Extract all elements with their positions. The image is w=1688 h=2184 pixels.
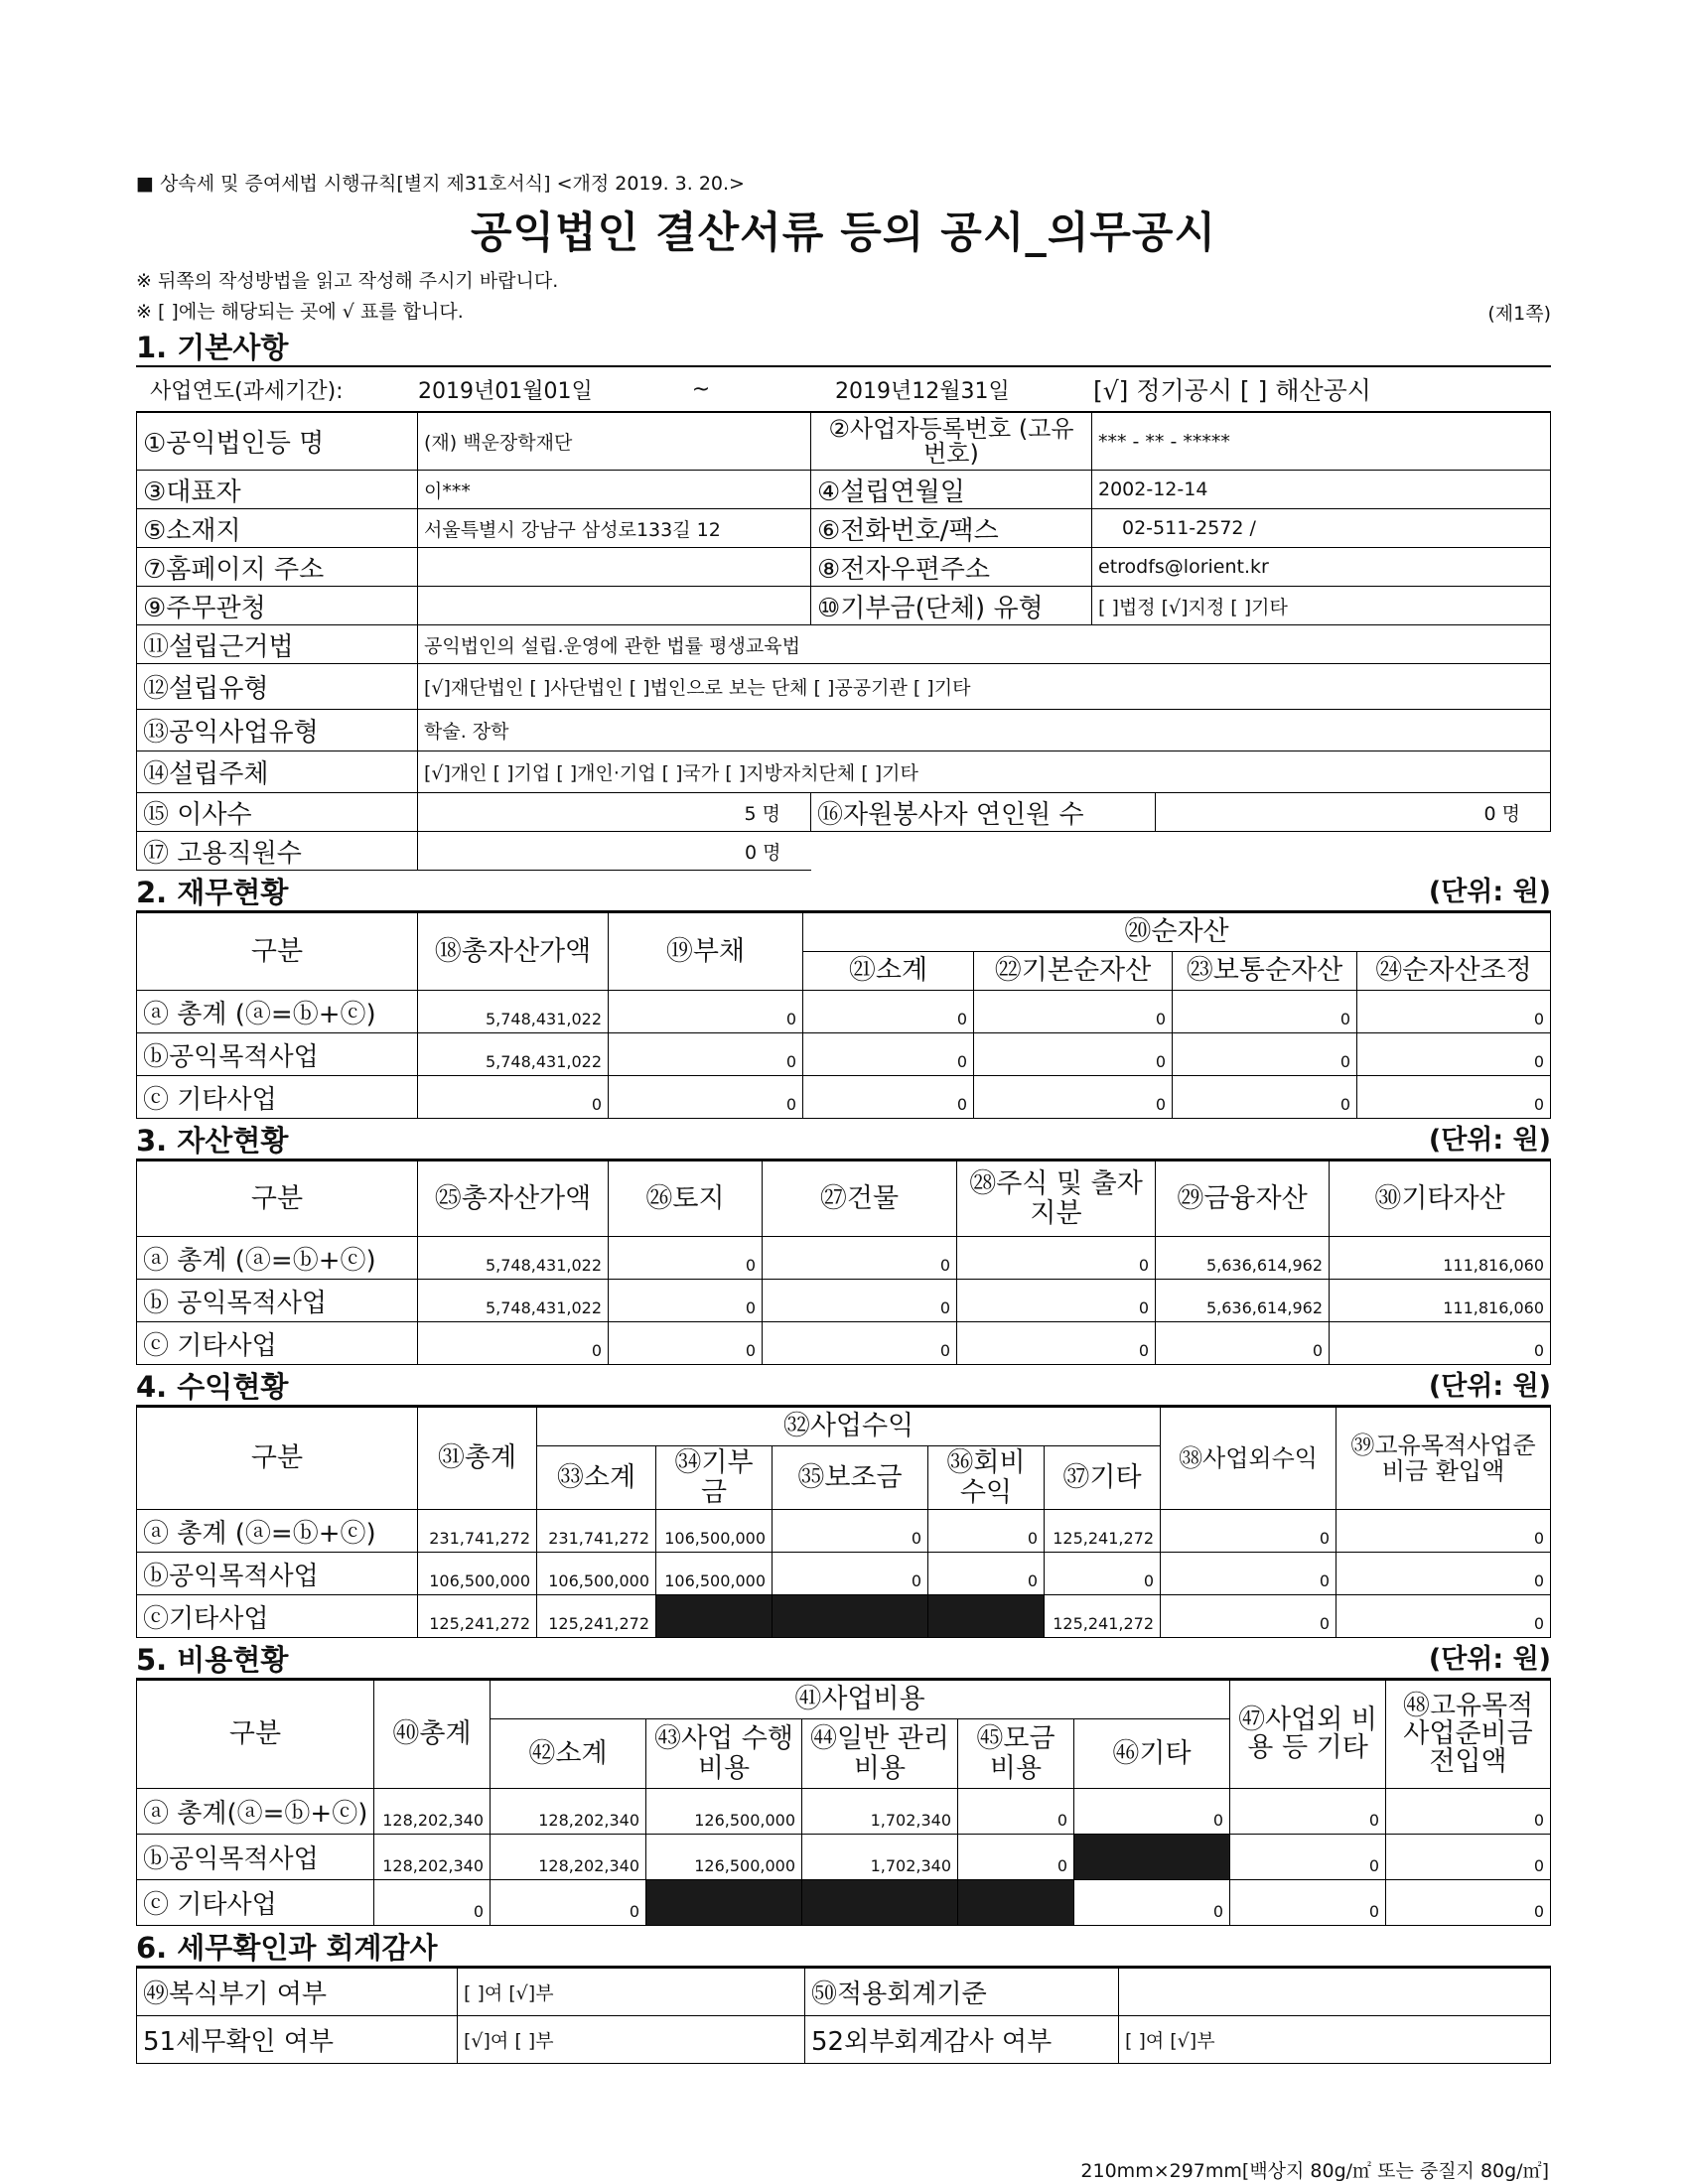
redacted-cell <box>773 1595 928 1638</box>
audit-table <box>136 1968 1551 2064</box>
cell-value: 0 <box>1336 1595 1551 1638</box>
bookkeeping-value: [ ]여 [√]부 <box>458 1969 805 2016</box>
col-reserve-reversal: ㊴고유목적사업준비금 환입액 <box>1336 1408 1551 1510</box>
cell-value: 128,202,340 <box>374 1835 491 1880</box>
cell-value: 0 <box>1161 1595 1336 1638</box>
basic-info-table <box>136 412 1551 871</box>
cell-value: 0 <box>1230 1880 1386 1926</box>
cell-value: 111,816,060 <box>1330 1280 1551 1322</box>
homepage-label: ⑦홈페이지 주소 <box>137 548 418 587</box>
redacted-cell <box>802 1880 958 1926</box>
col-business-revenue: ㉜사업수익 <box>537 1408 1161 1446</box>
cell-value: 0 <box>1386 1789 1551 1835</box>
col-donation: ㉞기부금 <box>656 1446 773 1510</box>
col-gubun: 구분 <box>137 1161 418 1237</box>
col-nonbiz-revenue: ㊳사업외수익 <box>1161 1408 1336 1510</box>
donation-type-value: [ ]법정 [√]지정 [ ]기타 <box>1092 587 1551 625</box>
row-label: ⓑ공익목적사업 <box>137 1835 374 1880</box>
cell-value: 128,202,340 <box>491 1835 646 1880</box>
cell-value: 0 <box>1357 1033 1551 1076</box>
cell-value: 125,241,272 <box>1045 1595 1161 1638</box>
cell-value: 231,741,272 <box>537 1510 656 1553</box>
col-other: ㊻기타 <box>1074 1719 1230 1789</box>
col-total: ㊵총계 <box>374 1681 491 1789</box>
cell-value: 0 <box>957 1280 1156 1322</box>
period-start: 2019년01월01일 <box>418 378 593 404</box>
row-label: ⓐ 총계 (ⓐ=ⓑ+ⓒ) <box>137 1237 418 1280</box>
section-audit-header <box>136 1930 1551 1968</box>
col-financial: ㉙금융자산 <box>1156 1161 1330 1237</box>
cell-value: 106,500,000 <box>537 1553 656 1595</box>
col-stock: ㉘주식 및 출자지분 <box>957 1161 1156 1237</box>
cell-value: 0 <box>1045 1553 1161 1595</box>
cell-value: 0 <box>609 1237 763 1280</box>
biz-type-label: ⑬공익사업유형 <box>137 710 418 751</box>
col-total-assets: ⑱총자산가액 <box>418 913 609 991</box>
section-title: 6. 세무확인과 회계감사 <box>136 1931 438 1965</box>
bookkeeping-label: ㊾복식부기 여부 <box>137 1969 458 2016</box>
col-membership: ㊱회비 수익 <box>928 1446 1045 1510</box>
row-label: ⓑ공익목적사업 <box>137 1553 418 1595</box>
legal-basis-value: 공익법인의 설립.운영에 관한 법률 평생교육법 <box>418 625 1551 664</box>
directors-value: 5 명 <box>418 793 811 832</box>
cell-value: 0 <box>609 1280 763 1322</box>
cell-value: 126,500,000 <box>646 1835 802 1880</box>
biz-type-value: 학술. 장학 <box>418 710 1551 751</box>
row-label: ⓑ 공익목적사업 <box>137 1280 418 1322</box>
cell-value: 106,500,000 <box>656 1510 773 1553</box>
empty-cell <box>811 832 1551 871</box>
cell-value: 0 <box>418 1076 609 1119</box>
col-gubun: 구분 <box>137 913 418 991</box>
col-reserve-transfer: ㊽고유목적 사업준비금전입액 <box>1386 1681 1551 1789</box>
section-title: 3. 자산현황 <box>136 1124 289 1158</box>
cell-value: 0 <box>803 991 974 1033</box>
cell-value: 0 <box>491 1880 646 1926</box>
assets-table <box>136 1160 1551 1365</box>
instruction-note-2: ※ [ ]에는 해당되는 곳에 √ 표를 합니다. <box>136 301 464 323</box>
col-normal-net: ㉓보통순자산 <box>1173 952 1357 991</box>
email-label: ⑧전자우편주소 <box>811 548 1092 587</box>
estdate-value: 2002-12-14 <box>1092 471 1551 509</box>
cell-value: 0 <box>763 1280 957 1322</box>
col-total: ㉛총계 <box>418 1408 537 1510</box>
cell-value: 0 <box>1230 1835 1386 1880</box>
cell-value: 1,702,340 <box>802 1789 958 1835</box>
donation-type-label: ⑩기부금(단체) 유형 <box>811 587 1092 625</box>
cell-value: 1,702,340 <box>802 1835 958 1880</box>
instruction-note-1: ※ 뒤쪽의 작성방법을 읽고 작성해 주시기 바랍니다. <box>136 270 559 292</box>
expense-table <box>136 1680 1551 1926</box>
cell-value: 0 <box>773 1510 928 1553</box>
redacted-cell <box>656 1595 773 1638</box>
row-label: ⓐ 총계 (ⓐ=ⓑ+ⓒ) <box>137 1510 418 1553</box>
accounting-standard-label: ㊿적용회계기준 <box>805 1969 1119 2016</box>
tax-check-value: [√]여 [ ]부 <box>458 2016 805 2064</box>
row-label: ⓐ 총계(ⓐ=ⓑ+ⓒ) <box>137 1789 374 1835</box>
unit-label: (단위: 원) <box>1428 877 1551 907</box>
col-gubun: 구분 <box>137 1408 418 1510</box>
estdate-label: ④설립연월일 <box>811 471 1092 509</box>
tax-check-label: 51세무확인 여부 <box>137 2016 458 2064</box>
section-assets-header <box>136 1123 1551 1160</box>
col-subtotal: ㉑소계 <box>803 952 974 991</box>
cell-value: 0 <box>1357 1076 1551 1119</box>
disclosure-type: [√] 정기공시 [ ] 해산공시 <box>1093 376 1371 405</box>
accounting-standard-value <box>1119 1969 1551 2016</box>
cell-value: 0 <box>1161 1553 1336 1595</box>
cell-value: 0 <box>1161 1510 1336 1553</box>
period-tilde: ~ <box>691 376 711 402</box>
legal-basis-label: ⑪설립근거법 <box>137 625 418 664</box>
cell-value: 5,748,431,022 <box>418 1033 609 1076</box>
cell-value: 106,500,000 <box>656 1553 773 1595</box>
col-other-assets: ㉚기타자산 <box>1330 1161 1551 1237</box>
row-label: ⓐ 총계 (ⓐ=ⓑ+ⓒ) <box>137 991 418 1033</box>
ministry-label: ⑨주무관청 <box>137 587 418 625</box>
email-value: etrodfs@lorient.kr <box>1092 548 1551 587</box>
fiscal-period-row <box>136 367 1551 412</box>
cell-value: 128,202,340 <box>491 1789 646 1835</box>
cell-value: 0 <box>803 1076 974 1119</box>
section-title: 1. 기본사항 <box>136 331 289 364</box>
document-title: 공익법인 결산서류 등의 공시_의무공시 <box>470 208 1217 258</box>
form-page <box>136 169 1551 2064</box>
external-audit-value: [ ]여 [√]부 <box>1119 2016 1551 2064</box>
cell-value: 0 <box>1330 1322 1551 1365</box>
col-debt: ⑲부채 <box>609 913 803 991</box>
col-net-adjust: ㉔순자산조정 <box>1357 952 1551 991</box>
period-end: 2019년12월31일 <box>835 378 1010 404</box>
cell-value: 0 <box>958 1789 1074 1835</box>
col-gubun: 구분 <box>137 1681 374 1789</box>
cell-value: 0 <box>1336 1510 1551 1553</box>
col-subtotal: ㉝소계 <box>537 1446 656 1510</box>
cell-value: 0 <box>763 1237 957 1280</box>
cell-value: 0 <box>1357 991 1551 1033</box>
row-label: ⓑ공익목적사업 <box>137 1033 418 1076</box>
cell-value: 106,500,000 <box>418 1553 537 1595</box>
period-label: 사업연도(과세기간): <box>150 378 344 404</box>
cell-value: 125,241,272 <box>1045 1510 1161 1553</box>
section-title: 4. 수익현황 <box>136 1370 289 1404</box>
finance-table <box>136 912 1551 1119</box>
col-subsidy: ㉟보조금 <box>773 1446 928 1510</box>
cell-value: 0 <box>1230 1789 1386 1835</box>
col-fundraise-cost: ㊺모금 비용 <box>958 1719 1074 1789</box>
cell-value: 0 <box>928 1510 1045 1553</box>
addr-value: 서울특별시 강남구 삼성로133길 12 <box>418 509 811 548</box>
addr-label: ⑤소재지 <box>137 509 418 548</box>
page-number: (제1쪽) <box>1487 303 1551 325</box>
cell-value: 0 <box>609 991 803 1033</box>
section-revenue-header <box>136 1369 1551 1407</box>
cell-value: 0 <box>957 1237 1156 1280</box>
phone-label: ⑥전화번호/팩스 <box>811 509 1092 548</box>
cell-value: 5,748,431,022 <box>418 1237 609 1280</box>
cell-value: 0 <box>958 1835 1074 1880</box>
cell-value: 0 <box>1173 1033 1357 1076</box>
row-label: ⓒ 기타사업 <box>137 1880 374 1926</box>
cell-value: 0 <box>1074 1789 1230 1835</box>
employees-label: ⑰ 고용직원수 <box>137 832 418 871</box>
law-reference: ■ 상속세 및 증여세법 시행규칙[별지 제31호서식] <개정 2019. 3. 20.> <box>136 173 745 195</box>
col-subtotal: ㊷소계 <box>491 1719 646 1789</box>
ministry-value <box>418 587 811 625</box>
cell-value: 0 <box>763 1322 957 1365</box>
redacted-cell <box>646 1880 802 1926</box>
bizno-value: *** - ** - ***** <box>1092 413 1551 471</box>
cell-value: 0 <box>1386 1880 1551 1926</box>
volunteers-value: 0 명 <box>1156 793 1551 832</box>
cell-value: 0 <box>609 1033 803 1076</box>
row-label: ⓒ기타사업 <box>137 1595 418 1638</box>
cell-value: 0 <box>974 1033 1173 1076</box>
cell-value: 5,636,614,962 <box>1156 1280 1330 1322</box>
directors-label: ⑮ 이사수 <box>137 793 418 832</box>
est-type-label: ⑫설립유형 <box>137 664 418 710</box>
cell-value: 0 <box>1386 1835 1551 1880</box>
cell-value: 0 <box>1156 1322 1330 1365</box>
section-title: 2. 재무현황 <box>136 876 289 909</box>
employees-value: 0 명 <box>418 832 811 871</box>
unit-label: (단위: 원) <box>1428 1125 1551 1156</box>
cell-value: 0 <box>974 1076 1173 1119</box>
section-basic-header <box>136 330 1551 367</box>
cell-value: 0 <box>1173 991 1357 1033</box>
homepage-value <box>418 548 811 587</box>
est-type-value: [√]재단법인 [ ]사단법인 [ ]법인으로 보는 단체 [ ]공공기관 [ ]기타 <box>418 664 1551 710</box>
cell-value: 5,748,431,022 <box>418 1280 609 1322</box>
revenue-table <box>136 1407 1551 1638</box>
col-basic-net: ㉒기본순자산 <box>974 952 1173 991</box>
cell-value: 0 <box>418 1322 609 1365</box>
col-land: ㉖토지 <box>609 1161 763 1237</box>
cell-value: 128,202,340 <box>374 1789 491 1835</box>
col-business-expense: ㊶사업비용 <box>491 1681 1230 1719</box>
redacted-cell <box>928 1595 1045 1638</box>
name-label: ①공익법인등 명 <box>137 413 418 471</box>
volunteers-label: ⑯자원봉사자 연인원 수 <box>811 793 1156 832</box>
cell-value: 0 <box>609 1076 803 1119</box>
name-value: (재) 백운장학재단 <box>418 413 811 471</box>
cell-value: 0 <box>974 991 1173 1033</box>
phone-value: 02-511-2572 / <box>1092 509 1551 548</box>
rep-label: ③대표자 <box>137 471 418 509</box>
col-total-assets: ㉕총자산가액 <box>418 1161 609 1237</box>
col-net-assets: ⑳순자산 <box>803 913 1551 952</box>
redacted-cell <box>1074 1835 1230 1880</box>
cell-value: 125,241,272 <box>537 1595 656 1638</box>
section-title: 5. 비용현황 <box>136 1643 289 1677</box>
founder-value: [√]개인 [ ]기업 [ ]개인·기업 [ ]국가 [ ]지방자치단체 [ ]기타 <box>418 751 1551 793</box>
cell-value: 0 <box>1173 1076 1357 1119</box>
external-audit-label: 52외부회계감사 여부 <box>805 2016 1119 2064</box>
cell-value: 0 <box>773 1553 928 1595</box>
cell-value: 0 <box>957 1322 1156 1365</box>
cell-value: 5,636,614,962 <box>1156 1237 1330 1280</box>
cell-value: 0 <box>1336 1553 1551 1595</box>
cell-value: 231,741,272 <box>418 1510 537 1553</box>
col-admin-cost: ㊹일반 관리비용 <box>802 1719 958 1789</box>
cell-value: 0 <box>928 1553 1045 1595</box>
section-finance-header <box>136 875 1551 912</box>
col-perform-cost: ㊸사업 수행비용 <box>646 1719 802 1789</box>
cell-value: 0 <box>609 1322 763 1365</box>
cell-value: 5,748,431,022 <box>418 991 609 1033</box>
cell-value: 0 <box>374 1880 491 1926</box>
bizno-label: ②사업자등록번호 (고유번호) <box>811 413 1092 471</box>
redacted-cell <box>958 1880 1074 1926</box>
unit-label: (단위: 원) <box>1428 1371 1551 1402</box>
section-expense-header <box>136 1642 1551 1680</box>
col-other: ㊲기타 <box>1045 1446 1161 1510</box>
col-nonbiz-expense: ㊼사업외 비용 등 기타 <box>1230 1681 1386 1789</box>
founder-label: ⑭설립주체 <box>137 751 418 793</box>
col-building: ㉗건물 <box>763 1161 957 1237</box>
cell-value: 0 <box>803 1033 974 1076</box>
cell-value: 126,500,000 <box>646 1789 802 1835</box>
row-label: ⓒ 기타사업 <box>137 1322 418 1365</box>
cell-value: 111,816,060 <box>1330 1237 1551 1280</box>
paper-spec: 210mm×297mm[백상지 80g/㎡ 또는 중질지 80g/㎡] <box>1080 2160 1549 2182</box>
cell-value: 125,241,272 <box>418 1595 537 1638</box>
unit-label: (단위: 원) <box>1428 1644 1551 1675</box>
cell-value: 0 <box>1074 1880 1230 1926</box>
rep-value: 이*** <box>418 471 811 509</box>
row-label: ⓒ 기타사업 <box>137 1076 418 1119</box>
